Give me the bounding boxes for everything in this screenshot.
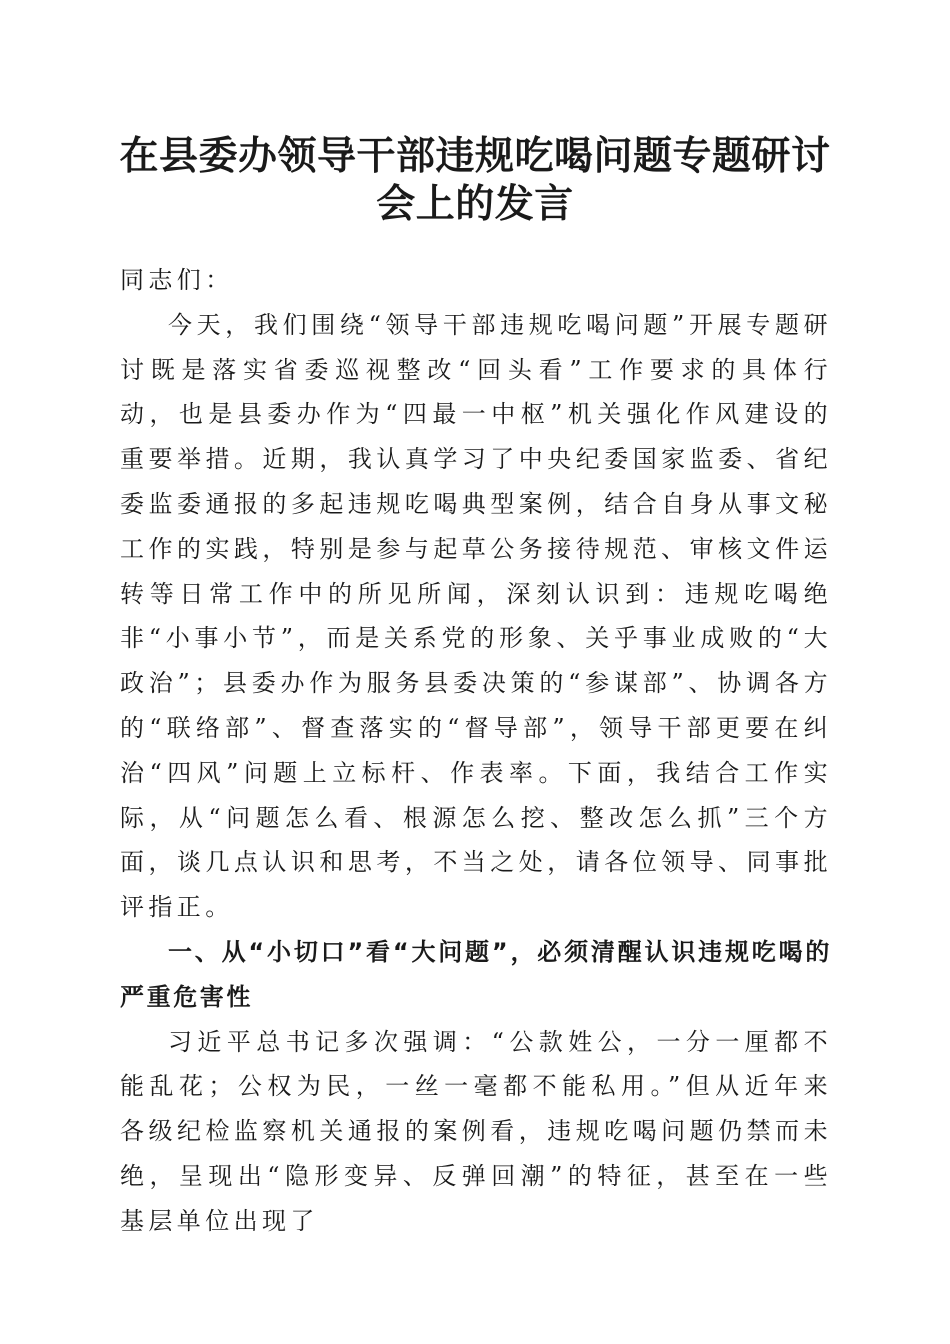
document-body bbox=[120, 258, 832, 1244]
salutation: 同志们： bbox=[120, 266, 234, 294]
section-1-heading: 一、从“小切口”看“大问题”，必须清醒认识违规吃喝的严重危害性 bbox=[120, 937, 832, 1011]
section-1-paragraph: 习近平总书记多次强调：“公款姓公，一分一厘都不能乱花；公权为民，一丝一毫都不能私用。”但从近年来各级纪检监察机关通报的案例看，违规吃喝问题仍禁而未绝，呈现出“隐形变异、反弹回潮”的特征，甚至在一些基层单位出现了 bbox=[120, 1027, 832, 1235]
intro-paragraph: 今天，我们围绕“领导干部违规吃喝问题”开展专题研讨既是落实省委巡视整改“回头看”工作要求的具体行动，也是县委办作为“四最一中枢”机关强化作风建设的重要举措。近期，我认真学习了中央纪委国家监委、省纪委监委通报的多起违规吃喝典型案例，结合自身从事文秘工作的实践，特别是参与起草公务接待规范、审核文件运转等日常工作中的所见所闻，深刻认识到：违规吃喝绝非“小事小节”，而是关系党的形象、关乎事业成败的“大政治”；县委办作为服务县委决策的“参谋部”、协调各方的“联络部”、督查落实的“督导部”，领导干部更要在纠治“四风”问题上立标杆、作表率。下面，我结合工作实际，从“问题怎么看、根源怎么挖、整改怎么抓”三个方面，谈几点认识和思考，不当之处，请各位领导、同事批评指正。 bbox=[120, 310, 832, 922]
document-title: 在县委办领导干部违规吃喝问题专题研讨会上的发言 bbox=[119, 133, 831, 227]
